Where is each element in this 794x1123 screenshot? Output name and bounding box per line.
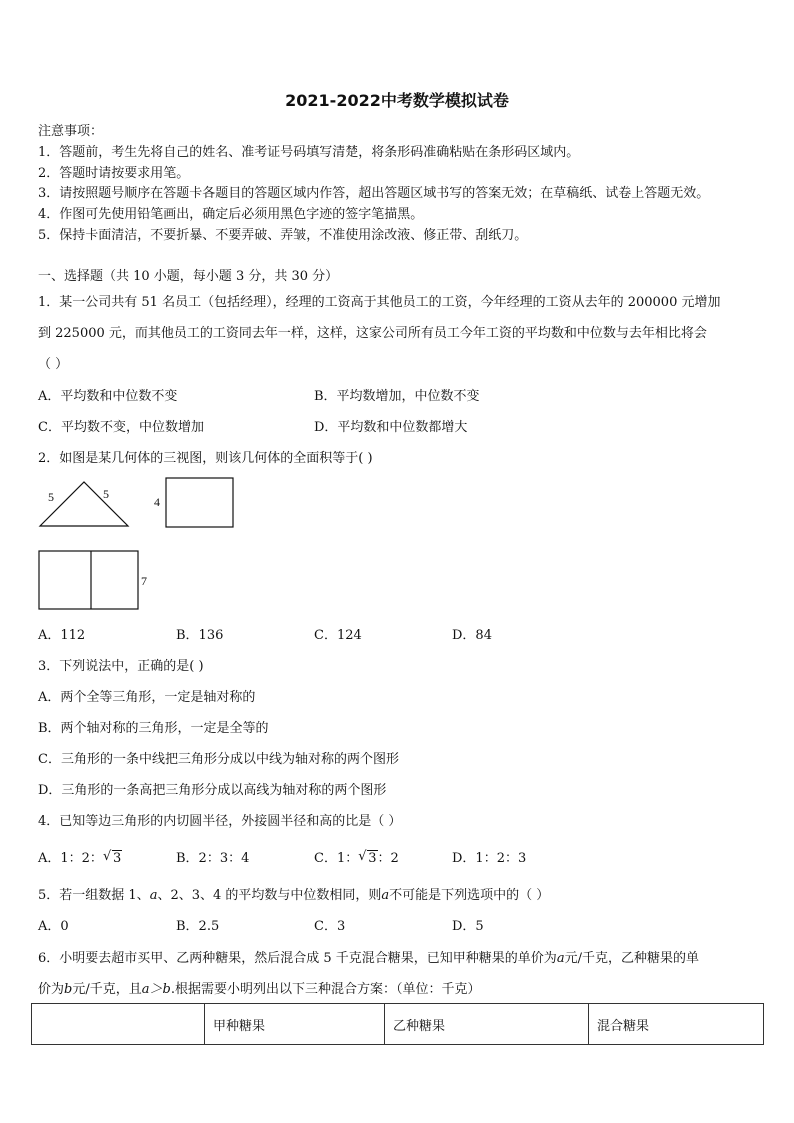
q4-stem: 4．已知等边三角形的内切圆半径，外接圆半径和高的比是（ ） (38, 814, 402, 829)
mixing-table (31, 1003, 764, 1045)
variable-a: a (556, 951, 565, 966)
q3-option-b: B．两个轴对称的三角形，一定是全等的 (38, 721, 269, 736)
table-header-cell: 混合糖果 (589, 1004, 764, 1045)
q1-line1: 1．某一公司共有 51 名员工（包括经理），经理的工资高于其他员工的工资，今年经理的工资从去年的 200000 元增加 (38, 295, 721, 310)
q6-line1-post: 元/千克，乙种糖果的单 (564, 951, 699, 966)
q3-option-a: A．两个全等三角形，一定是轴对称的 (38, 690, 256, 705)
sqrt-symbol (358, 851, 377, 866)
q5-stem-mid: 、2、3、4 的平均数与中位数相同，则 (157, 888, 382, 903)
front-view-triangle (40, 482, 128, 526)
q4-option-b: B．2：3：4 (176, 851, 250, 866)
table-header-cell: 乙种糖果 (385, 1004, 589, 1045)
note-item: 4．作图可先使用铅笔画出，确定后必须用黑色字迹的签字笔描黑。 (38, 207, 424, 222)
radicand: 3 (368, 851, 377, 866)
q1-option-a: A．平均数和中位数不变 (38, 389, 178, 404)
q1-line3: （ ） (38, 357, 69, 372)
side-view-rectangle (166, 478, 233, 527)
q4-option-d: D．1：2：3 (452, 851, 527, 866)
q1-option-d: D．平均数和中位数都增大 (314, 420, 468, 435)
q6-line2-pre: 价为 (38, 982, 65, 997)
q1-option-b: B．平均数增加，中位数不变 (314, 389, 480, 404)
q4-option-c-post: ：2 (377, 851, 399, 866)
q5-option-b: B．2.5 (176, 919, 220, 934)
q2-option-a: A．112 (38, 628, 86, 643)
page-title: 2021-2022中考数学模拟试卷 (285, 91, 509, 110)
note-item: 2．答题时请按要求用笔。 (38, 166, 190, 181)
q6-line2-mid: 元/千克，且 (72, 982, 142, 997)
q2-stem: 2．如图是某几何体的三视图，则该几何体的全面积等于( ) (38, 451, 373, 466)
q4-option-a (38, 847, 122, 866)
q5-stem (38, 884, 549, 903)
fig-label-left-side: 5 (48, 490, 54, 504)
table-header-cell: 甲种糖果 (205, 1004, 385, 1045)
sqrt-symbol (103, 851, 122, 866)
q2-option-b: B．136 (176, 628, 224, 643)
q1-line2: 到 225000 元，而其他员工的工资同去年一样，这样，这家公司所有员工今年工资的平均数和中位数与去年相比将会 (38, 326, 707, 341)
q5-option-a: A．0 (38, 919, 69, 934)
q4-option-c (314, 847, 399, 866)
q4-option-c-pre: C．1： (314, 851, 359, 866)
note-item: 3．请按照题号顺序在答题卡各题目的答题区域内作答，超出答题区域书写的答案无效；在草稿纸、试卷上答题无效。 (38, 186, 710, 201)
q4-option-a-text: A．1：2： (38, 851, 103, 866)
q6-line1-pre: 6．小明要去超市买甲、乙两种糖果，然后混合成 5 千克混合糖果，已知甲种糖果的单价为 (38, 951, 557, 966)
table-header-cell (32, 1004, 205, 1045)
top-view-rectangle (39, 551, 138, 609)
notes-heading: 注意事项： (38, 124, 104, 139)
fig-label-height: 4 (154, 495, 160, 509)
fig-label-right-side: 5 (103, 487, 109, 501)
q5-stem-pre: 5．若一组数据 1、 (38, 888, 150, 903)
q3-stem: 3．下列说法中，正确的是( ) (38, 659, 204, 674)
fig-label-length: 7 (141, 574, 147, 588)
q2-option-d: D．84 (452, 628, 492, 643)
q5-option-d: D．5 (452, 919, 484, 934)
q5-stem-post: 不可能是下列选项中的（ ） (389, 888, 550, 903)
q1-option-c: C．平均数不变，中位数增加 (38, 420, 204, 435)
q6-line2 (38, 978, 480, 997)
radicand: 3 (112, 851, 122, 866)
variable-b: b (64, 982, 73, 997)
q3-option-c: C．三角形的一条中线把三角形分成以中线为轴对称的两个图形 (38, 752, 399, 767)
q3-option-d: D．三角形的一条高把三角形分成以高线为轴对称的两个图形 (38, 783, 387, 798)
inequality: a＞b (141, 982, 171, 997)
note-item: 5．保持卡面清洁，不要折暴、不要弄破、弄皱，不准使用涂改液、修正带、刮纸刀。 (38, 228, 528, 243)
table-row (32, 1004, 764, 1045)
variable-a: a (149, 888, 158, 903)
q6-line1 (38, 947, 699, 966)
section-heading: 一、选择题（共 10 小题，每小题 3 分，共 30 分） (38, 269, 339, 284)
q5-option-c: C．3 (314, 919, 346, 934)
variable-a: a (381, 888, 390, 903)
note-item: 1．答题前，考生先将自己的姓名、准考证号码填写清楚，将条形码准确粘贴在条形码区域内。 (38, 145, 580, 160)
q6-line2-post: .根据需要小明列出以下三种混合方案：（单位：千克） (170, 982, 481, 997)
q2-option-c: C．124 (314, 628, 362, 643)
